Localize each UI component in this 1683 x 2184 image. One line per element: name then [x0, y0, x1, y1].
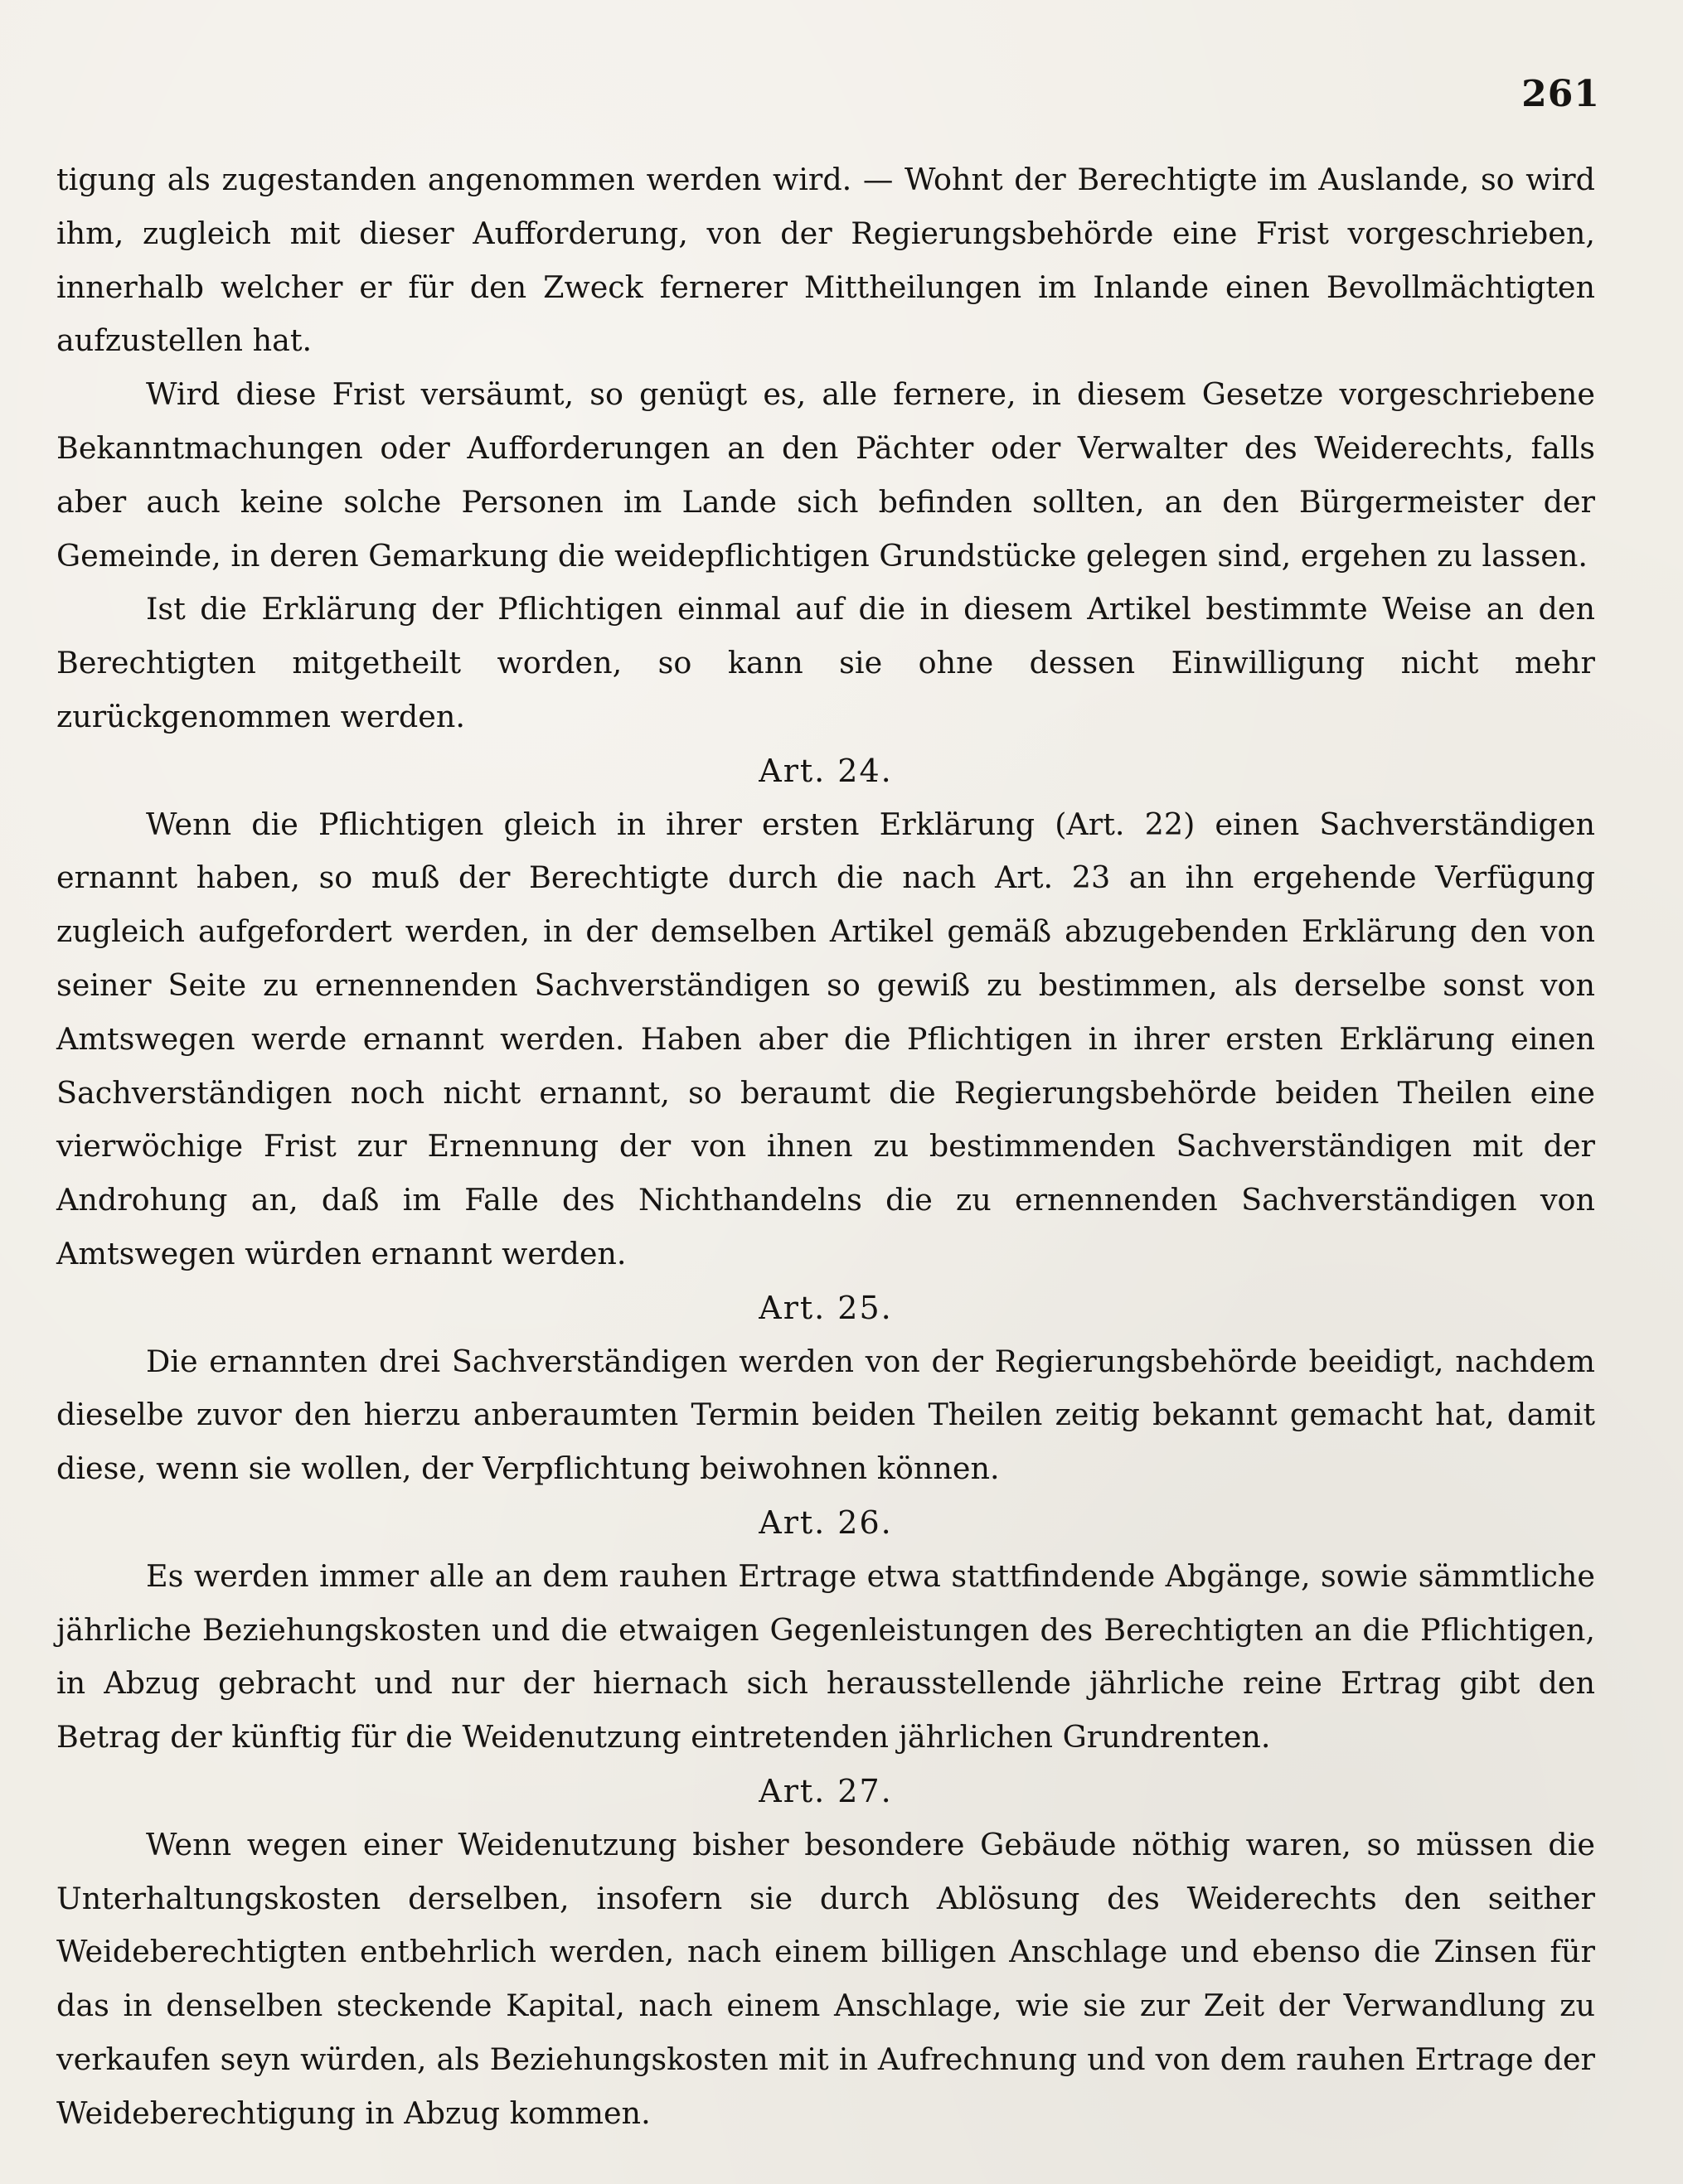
article-27-heading: Art. 27.: [759, 1772, 893, 1809]
article-25-text: Die ernannten drei Sachverständigen werden von der Regierungsbehörde beeidigt, nachdem dieselbe zuvor den hierzu anberaumten Termin beiden Theilen zeitig bekannt gemacht hat, damit diese, wenn sie wollen, der Verpflichtung beiwohnen können.: [56, 1343, 1595, 1487]
body-text: [56, 153, 1595, 2140]
article-25-heading: Art. 25.: [759, 1289, 893, 1326]
article-26-heading: Art. 26.: [759, 1504, 893, 1541]
article-26-text: Es werden immer alle an dem rauhen Ertrage etwa stattfindende Abgänge, sowie sämmtliche jährliche Beziehungskosten und die etwaigen Gegenleistungen des Berechtigten an die Pflichtigen, in Abzug gebracht und nur der hiernach sich herausstellende jährliche reine Ertrag gibt den Betrag der künftig für die Weidenutzung eintretenden jährlichen Grundrenten.: [56, 1557, 1595, 1755]
page-number: 261: [1521, 73, 1600, 115]
article-27-text: Wenn wegen einer Weidenutzung bisher besondere Gebäude nöthig waren, so müssen die Unterhaltungskosten derselben, insofern sie durch Ablösung des Weiderechts den seither Weideberechtigten entbehrlich werden, nach einem billigen Anschlage und ebenso die Zinsen für das in denselben steckende Kapital, nach einem Anschlage, wie sie zur Zeit der Verwandlung zu verkaufen seyn würden, als Beziehungskosten mit in Aufrechnung und von dem rauhen Ertrage der Weideberechtigung in Abzug kommen.: [56, 1826, 1595, 2131]
article-24-heading: Art. 24.: [759, 752, 893, 789]
paragraph-declaration: Ist die Erklärung der Pflichtigen einmal auf die in diesem Artikel bestimmte Weise an den Berechtigten mitgetheilt worden, so kann sie ohne dessen Einwilligung nicht mehr zurückgenommen werden.: [56, 591, 1595, 734]
paragraph-continuation: tigung als zugestanden angenommen werden wird. — Wohnt der Berechtigte im Auslande, so wird ihm, zugleich mit dieser Aufforderung, von der Regierungsbehörde eine Frist vorgeschrieben, innerhalb welcher er für den Zweck fernerer Mittheilungen im Inlande einen Bevollmächtigten aufzustellen hat.: [56, 162, 1595, 359]
article-24-text: Wenn die Pflichtigen gleich in ihrer ersten Erklärung (Art. 22) einen Sachverständigen ernannt haben, so muß der Berechtigte durch die nach Art. 23 an ihn ergehende Verfügung zugleich aufgefordert werden, in der demselben Artikel gemäß abzugebenden Erklärung den von seiner Seite zu ernennenden Sachverständigen so gewiß zu bestimmen, als derselbe sonst von Amtswegen werde ernannt werden. Haben aber die Pflichtigen in ihrer ersten Erklärung einen Sachverständigen noch nicht ernannt, so beraumt die Regierungsbehörde beiden Theilen eine vierwöchige Frist zur Ernennung der von ihnen zu bestimmenden Sachverständigen mit der Androhung an, daß im Falle des Nichthandelns die zu ernennenden Sachverständigen von Amtswegen würden ernannt werden.: [56, 806, 1595, 1271]
paragraph-deadline: Wird diese Frist versäumt, so genügt es, alle fernere, in diesem Gesetze vorgeschriebene Bekanntmachungen oder Aufforderungen an den Pächter oder Verwalter des Weiderechts, falls aber auch keine solche Personen im Lande sich befinden sollten, an den Bürgermeister der Gemeinde, in deren Gemarkung die weidepflichtigen Grundstücke gelegen sind, ergehen zu lassen.: [56, 376, 1595, 574]
